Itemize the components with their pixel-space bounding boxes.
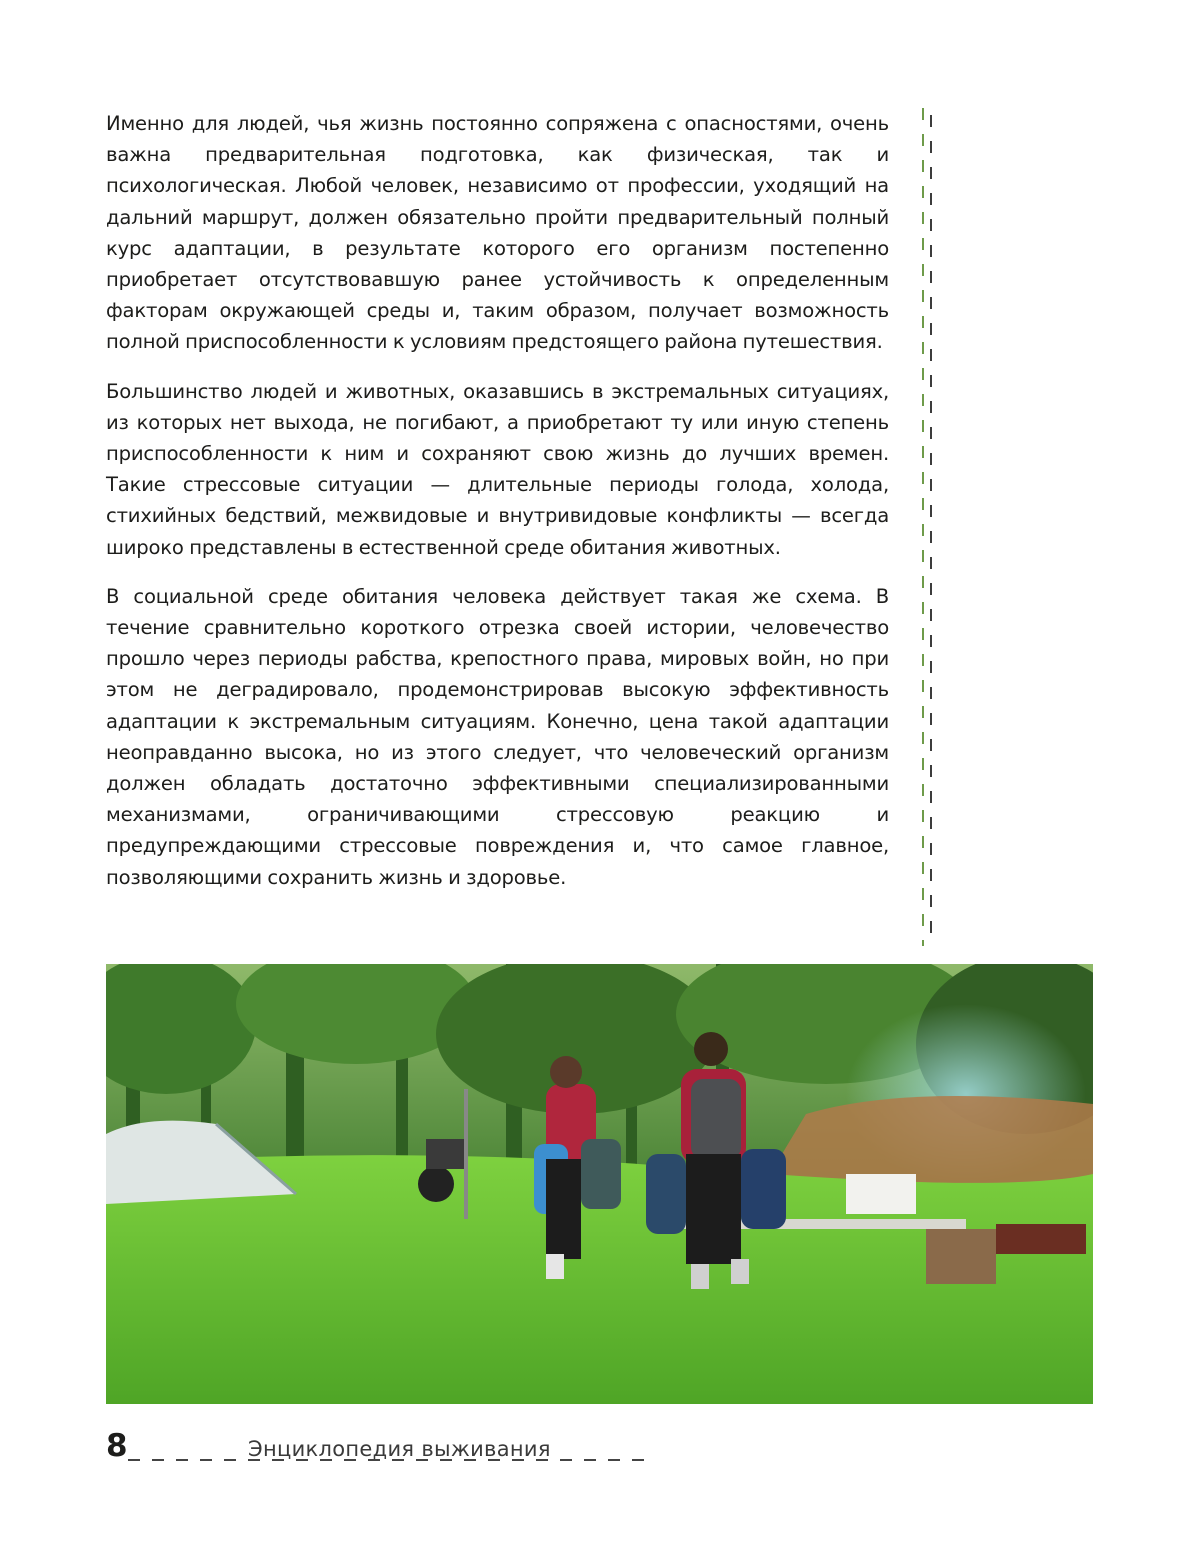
firepit [996, 1224, 1086, 1254]
page-footer [106, 1428, 646, 1468]
book-title: Энциклопедия выживания [248, 1437, 551, 1461]
decorative-side-rule [920, 108, 934, 946]
article-body [106, 108, 889, 911]
page-number: 8 [106, 1428, 128, 1464]
paragraph-1: Именно для людей, чья жизнь постоянно сопряжена с опасностями, очень важна предварительная подготовка, как физическая, так и психологическая. Любой человек, независимо от профессии, уходящий на дальний маршрут, должен обязательно пройти предварительный полный курс адаптации, в результате которого его организм постепенно приобретает отсутствовавшую ранее устойчивость к определенным факторам окружающей среды и, таким образом, получает возможность полной приспособленности к условиям предстоящего района путешествия. [106, 112, 889, 354]
motorcycle [418, 1166, 454, 1202]
paragraph-2: Большинство людей и животных, оказавшись в экстремальных ситуациях, из которых нет выхода, не погибают, а приобретают ту или иную степень приспособленности к ним и сохраняют свою жизнь до лучших времен. Такие стрессовые ситуации — длительные периоды голода, холода, стихийных бедствий, межвидовые и внутривидовые конфликты — всегда широко представлены в естественной среде обитания животных. [106, 379, 889, 559]
footer-dashed-rule [106, 1456, 646, 1464]
camping-photo [106, 964, 1093, 1404]
plastic-chair [846, 1174, 916, 1214]
paragraph-3: В социальной среде обитания человека действует такая же схема. В течение сравнительно короткого отрезка своей истории, человечество прошло через периоды рабства, крепостного права, мировых войн, но при этом не деградировало, продемонстрировав высокую эффективность адаптации к экстремальным ситуациям. Конечно, цена такой адаптации неоправданно высока, но из этого следует, что человеческий организм должен обладать достаточно эффективными специализированными механизмами, ограничивающими стрессовую реакцию и предупреждающими стрессовые повреждения и, что самое главное, позволяющими сохранить жизнь и здоровье. [106, 584, 889, 889]
